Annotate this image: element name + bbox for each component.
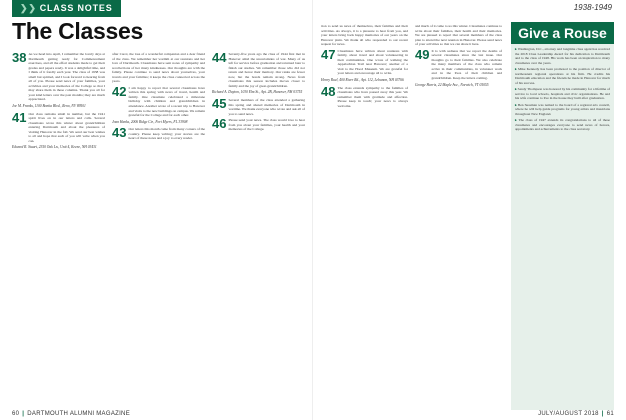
bullet-arrow-icon: ▸: [515, 67, 518, 71]
class-note-entry: [321, 46, 408, 76]
text-column: [212, 52, 305, 408]
class-year-number: 42: [112, 83, 127, 99]
class-note-entry: [112, 52, 205, 84]
sidebar-paragraph: [515, 67, 610, 85]
give-a-rouse-sidebar: [511, 22, 614, 410]
page-title: The Classes: [12, 18, 143, 44]
bullet-arrow-icon: ▸: [515, 47, 518, 51]
class-year-number: 49: [415, 46, 430, 62]
left-footer: [12, 411, 130, 417]
class-year-number: 41: [12, 109, 27, 125]
sidebar-paragraph-text: The class of 1947 extends its congratulations to all of these classmates and encourages everyone to send news of honors, appointments and achievements to the class secretary.: [515, 118, 610, 131]
secretary-signature: George Harris, 22 Maple Ave., Norwich, VT 05055: [415, 82, 489, 87]
left-page-number: 60: [12, 411, 20, 417]
secretary-signature: Richard A. Dayton, 1030 Elm St., Apt. 2B, Hanover, NH 03755: [212, 90, 303, 95]
class-year-number: 46: [212, 116, 227, 132]
secretary-signature: Joan Hanks, 2006 Ridge Cir., Fort Myers, FL 33908: [112, 119, 188, 124]
class-note-text: The class extends sympathy to the families of classmates who have passed away this year. We remember them with gratitude and affection. Please keep in touch; your news is always welcome.: [337, 85, 408, 108]
secretary-signature: Edward R. Stuart, 2350 Oak Ln., Unit 4, Keene, NH 03431: [12, 145, 97, 150]
class-note-text: tion to send us news of themselves, their families and their activities. As always, it is a pleasure to hear from you, and your letters bring back happy memories of our years on the Hanover plain. We thank all who responded to our recent request for news.: [321, 24, 408, 47]
left-magazine-title: DARTMOUTH ALUMNI MAGAZINE: [27, 411, 130, 417]
class-note-text: Our class remains small in number, but the 1941 spirit lives on in our letters and calls. Several classmates wrote this winter about grandchildren entering Dartmouth and about the pleasures of visiting Hanover in the fall. We send our best wishes to all and hope that each of you will write when you can.: [28, 111, 105, 143]
class-note-text: As we head into April, I remember the lovely days at Dartmouth getting ready for Commencement exercises, and all the effort students made to get their grades and papers ready. It was a delightful time, and I think of it fondly each year. The class of 1938 was small but spirited, and I look forward to hearing from all of you. Please send news of your families, your activities and your memories of the College so that I may share them in these columns. Thank you all for your kind letters over the past months; they are much appreciated.: [28, 52, 105, 102]
class-note-entry: [12, 52, 105, 102]
text-column: [321, 24, 408, 408]
class-year-number: 43: [112, 125, 127, 141]
bullet-arrow-icon: ▸: [515, 87, 518, 91]
sidebar-body: [511, 44, 614, 137]
sidebar-paragraph-text: Sandy Thompson was honored by his community for a lifetime of service to local schools, hospitals and civic organizations. He and his wife continue to live in the house they built after graduation.: [515, 87, 610, 100]
bullet-arrow-icon: ▸: [515, 118, 519, 122]
class-note-text: and much of it came to us this winter. Classmates continue to write about their families, their health and their memories. We are pleased to report that several members of the class plan to attend the next reunion in Hanover. Please send news of your activities so that we can share it here.: [415, 24, 502, 47]
right-page-number: 61: [606, 411, 614, 417]
class-note-entry: [415, 24, 502, 47]
sidebar-paragraph-text: Washington, D.C., attorney and longtime class agent has received the 2018 Class Leadership Award for his dedication to Dartmouth and to the class of 1948. His work has been an inspiration to many classmates over the years.: [515, 47, 610, 65]
right-columns: [321, 24, 502, 408]
class-note-text: Seventy-five years ago the class of 1944 first met in Hanover amid the uncertainties of war. Many of us left for service before graduation and returned later to finish our studies. We remember those who did not return and honor their memory. Our ranks are fewer now, but the bonds remain strong. News from classmates this season includes moves closer to family and the joy of great-grandchildren.: [228, 52, 305, 88]
class-note-entry: [212, 52, 305, 88]
sidebar-paragraph-text: Ben Sussman was named to the board of a regional arts council, where he will help guide programs for young artists and musicians throughout New England.: [515, 102, 610, 116]
sidebar-paragraph: [515, 103, 610, 117]
class-year-number: 38: [12, 52, 27, 65]
class-note-text: It is with sadness that we report the deaths of several classmates since the last issue. Our thoughts go to their families. We also celebrate the many members of the class who remain active in their communities, in volunteer work and in the lives of their children and grandchildren. Keep the letters coming.: [431, 48, 502, 81]
right-footer: [538, 411, 614, 417]
tab-label: CLASS NOTES: [39, 3, 113, 13]
secretary-signature: Henry Ruel, 400 River Rd., Apt. 112, Lebanon, NH 03766: [321, 78, 404, 83]
class-year-number: 45: [212, 95, 227, 111]
footer-separator-icon: |: [601, 411, 604, 417]
sidebar-paragraph: [515, 47, 610, 65]
class-year-number: 48: [321, 83, 336, 99]
class-note-text: Classmates have written about reunions with family, about travel and about volunteering in their communities. One wrote of walking the Appalachian Trail near Hanover; another of a visit to the Hood Museum. We are grateful for your letters and encourage all to write.: [337, 48, 408, 76]
class-note-entry: [12, 109, 105, 144]
sidebar-title: Give a Rouse: [511, 22, 614, 44]
class-year-number: 44: [212, 52, 227, 65]
year-range-header: 1938-1949: [573, 3, 612, 12]
right-page: [313, 0, 626, 420]
class-notes-tab: [12, 0, 121, 17]
class-note-entry: [321, 24, 408, 47]
class-note-entry: [212, 95, 305, 116]
text-column: [12, 52, 105, 408]
class-note-text: after Carol, the loss of a wonderful companion and a dear friend of the class. We remember her warmth at our reunions and her love of Dartmouth. Classmates have sent notes of sympathy and recollections of her many kindnesses. Our thoughts are with the family. Please continue to send news about yourselves, your travels and your families; it keeps the class connected across the years.: [112, 52, 205, 84]
class-note-entry: [112, 83, 205, 118]
right-issue-date: JULY/AUGUST 2018: [538, 411, 599, 417]
text-column: [415, 24, 502, 408]
left-columns: [12, 52, 305, 408]
class-note-text: I am happy to report that several classmates have written this spring with news of travel, health and family. One classmate celebrated a milestone birthday with children and grandchildren in attendance. Another wrote of a recent trip to Hanover and visits to the new buildings on campus. We remain grateful for the College and for each other.: [128, 85, 205, 118]
class-note-entry: [112, 127, 205, 141]
footer-separator-icon: |: [22, 411, 25, 417]
class-note-entry: [415, 46, 502, 81]
class-note-text: Please send your news. The class would love to hear from you about your families, your health and your memories of the College.: [228, 118, 305, 132]
bullet-arrow-icon: ▸: [515, 102, 518, 107]
class-note-text: Our letters this month came from many corners of the country. Please keep writing; your stories are the heart of these notes and a joy to every reader.: [128, 127, 205, 141]
sidebar-paragraph: [515, 87, 610, 101]
class-year-number: 47: [321, 46, 336, 62]
chevron-right-icon: ❯❯: [20, 3, 37, 13]
sidebar-paragraph: [515, 118, 610, 132]
class-note-entry: [321, 83, 408, 109]
class-note-text: Several members of the class attended a gathering this spring and shared memories of Dartmouth in wartime. We thank everyone who wrote and ask all of you to send news.: [228, 97, 305, 116]
text-column: [112, 52, 205, 408]
sidebar-paragraph-text: Mike Kennedy has been promoted to the position of director of northeastern regional operations at his firm. He credits his Dartmouth education and the friends he made in Hanover for much of his success.: [515, 67, 611, 85]
class-note-entry: [212, 118, 305, 132]
secretary-signature: Joe M. Franks, 1100 Bonita Blvd., Reno, NV 89501: [12, 104, 86, 109]
